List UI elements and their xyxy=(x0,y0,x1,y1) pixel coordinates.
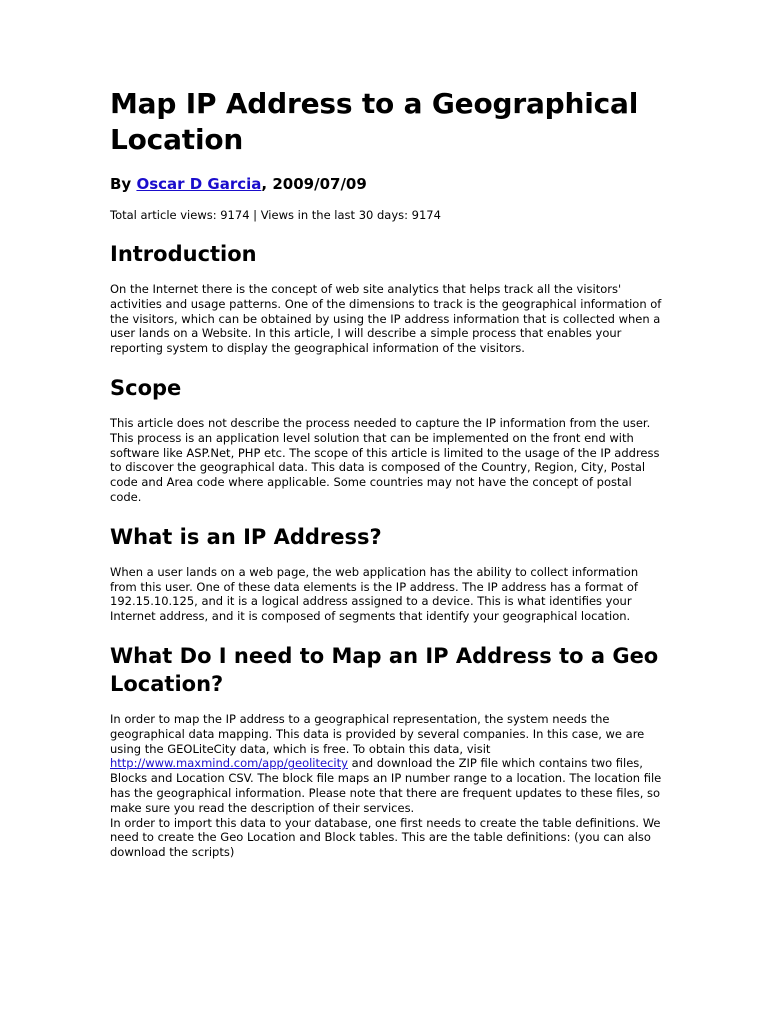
author-link[interactable]: Oscar D Garcia xyxy=(136,175,262,193)
article-title: Map IP Address to a Geographical Location xyxy=(110,87,639,156)
geolitecity-link[interactable]: http://www.maxmind.com/app/geolitecity xyxy=(110,756,348,771)
heading-introduction: Introduction xyxy=(110,242,257,266)
heading-what-is-ip: What is an IP Address? xyxy=(110,524,382,549)
table-definitions-paragraph: In order to import this data to your database, one first needs to create the table definitions. We need to create the Geo Location and Block tables. This are the table definitions: (you can also download the scripts) xyxy=(110,815,661,860)
heading-scope: Scope xyxy=(110,375,182,400)
byline xyxy=(110,174,662,194)
view-counts: Total article views: 9174 | Views in the last 30 days: 9174 xyxy=(110,208,441,222)
what-is-ip-paragraph: When a user lands on a web page, the web application has the ability to collect information from this user. One of these data elements is the IP address. The IP address has a format of 192.15.10.125, and it is a logical address assigned to a device. This is what identifies your Internet address, and it is composed of segments that identify your geographical location. xyxy=(110,564,639,624)
byline-prefix: By xyxy=(110,175,137,193)
paragraph-text-after-link: and download the ZIP file which contains two files, Blocks and Location CSV. The block file maps an IP number range to a location. The location file has the geographical information. Please note that there are frequent updates to these files, so make sure you read the description of their services. xyxy=(110,756,662,815)
what-do-i-need-paragraph xyxy=(110,712,662,816)
article xyxy=(110,86,662,860)
scope-paragraph: This article does not describe the process needed to capture the IP information from the user. This process is an application level solution that can be implemented on the front end with software like ASP.Net, PHP etc. The scope of this article is limited to the usage of the IP address to discover the geographical data. This data is composed of the Country, Region, City, Postal code and Area code where applicable. Some countries may not have the concept of postal code. xyxy=(110,415,660,504)
heading-what-do-i-need: What Do I need to Map an IP Address to a Geo Location? xyxy=(110,643,659,696)
paragraph-text-before-link: In order to map the IP address to a geographical representation, the system needs the geographical data mapping. This data is provided by several companies. In this case, we are using the GEOLiteCity data, which is free. To obtain this data, visit xyxy=(110,711,645,756)
introduction-paragraph: On the Internet there is the concept of web site analytics that helps track all the visitors' activities and usage patterns. One of the dimensions to track is the geographical information of the visitors, which can be obtained by using the IP address information that is collected when a user lands on a Website. In this article, I will describe a simple process that enables your reporting system to display the geographical information of the visitors. xyxy=(110,282,662,356)
publish-date: , 2009/07/09 xyxy=(261,175,367,193)
